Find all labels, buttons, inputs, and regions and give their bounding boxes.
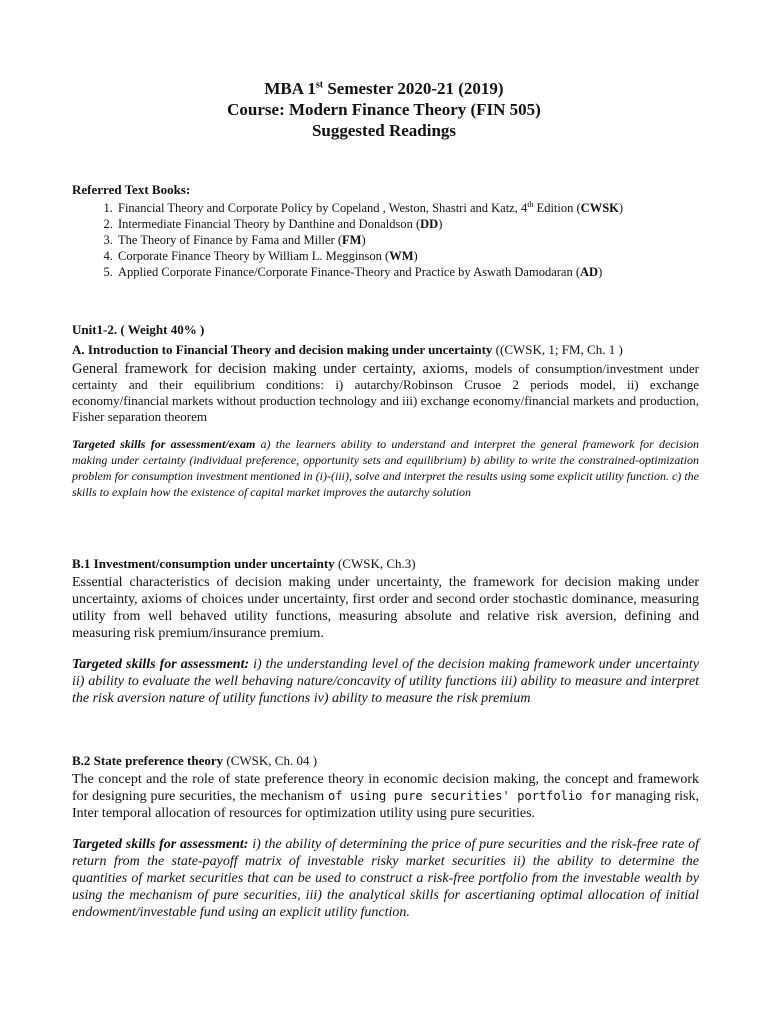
course-title: Course: Modern Finance Theory (FIN 505): [227, 100, 541, 119]
unit-heading: Unit1-2. ( Weight 40% ): [72, 322, 205, 337]
document-header: [0, 78, 768, 141]
references-title: Referred Text Books:: [72, 182, 191, 197]
section-b1-skills: Targeted skills for assessment: i) the understanding level of the decision making framework under uncertainty ii) ability to evaluate the well behaving nature/concavity of utility functions iii) ability to measure and interpret the risk aversion nature of utility functions iv) ability to measure the risk premium: [72, 657, 699, 706]
reference-item: 4. Corporate Finance Theory by William L. Megginson (WM): [116, 248, 699, 264]
reference-item: 1. Financial Theory and Corporate Policy by Copeland , Weston, Shastri and Katz, 4th Edition (CWSK): [116, 200, 699, 216]
reference-item: 2. Intermediate Financial Theory by Danthine and Donaldson (DD): [116, 216, 699, 232]
section-a-skills: Targeted skills for assessment/exam a) the learners ability to understand and interpret the general framework for decision making under certainty (individual preference, opportunity sets and equilibrium) b) ability to write the constrained-optimization problem for consumption investment mentioned in (i)-(iii), solve and interpret the results using some explicit utility function. c) the skills to explain how the existence of capital market improves the autarchy solution: [72, 437, 699, 499]
section-a-body: General framework for decision making under certainty, axioms, models of consumption/investment under certainty and their equilibrium conditions: i) autarchy/Robinson Crusoe 2 periods model, ii) exchange economy/financial markets without production technology and iii) exchange economy/financial markets and production, Fisher separation theorem: [72, 361, 699, 424]
section-b1-heading: B.1 Investment/consumption under uncertainty (CWSK, Ch.3): [72, 556, 416, 571]
section-b2-body: The concept and the role of state preference theory in economic decision making, the concept and framework for designing pure securities, the mechanism of using pure securities' portfolio for managing risk, Inter temporal allocation of resources for optimization utility using pure securities.: [72, 772, 699, 821]
references-section: [72, 182, 699, 280]
section-a-heading: A. Introduction to Financial Theory and decision making under uncertainty ((CWSK, 1; FM, Ch. 1 ): [72, 342, 623, 357]
unit-section: [72, 322, 699, 500]
section-b2: [72, 753, 699, 921]
section-b1: [72, 556, 699, 707]
references-list: [72, 200, 699, 280]
section-b2-skills: Targeted skills for assessment: i) the ability of determining the price of pure securities and the risk-free rate of return from the state-payoff matrix of investable risky market securities ii) the ability to determine the quantities of market securities that can be used to construct a risk-free portfolio from the investable wealth by using the mechanism of pure securities, iii) the analytical skills for ascertianing optimal allocation of initial endowment/investable fund using an explicit utility function.: [72, 837, 700, 920]
section-b1-body: Essential characteristics of decision making under uncertainty, the framework for decision making under uncertainty, axioms of choices under uncertainty, first order and second order stochastic dominance, measuring utility from well behaved utility functions, measuring absolute and relative risk aversion, defining and measuring risk premium/insurance premium.: [72, 575, 699, 641]
reference-item: 5. Applied Corporate Finance/Corporate Finance-Theory and Practice by Aswath Damodaran (AD): [116, 264, 699, 280]
semester-line: MBA 1st Semester 2020-21 (2019): [264, 79, 504, 98]
reference-item: 3. The Theory of Finance by Fama and Miller (FM): [116, 232, 699, 248]
section-b2-heading: B.2 State preference theory (CWSK, Ch. 04 ): [72, 753, 318, 768]
readings-title: Suggested Readings: [311, 121, 457, 140]
